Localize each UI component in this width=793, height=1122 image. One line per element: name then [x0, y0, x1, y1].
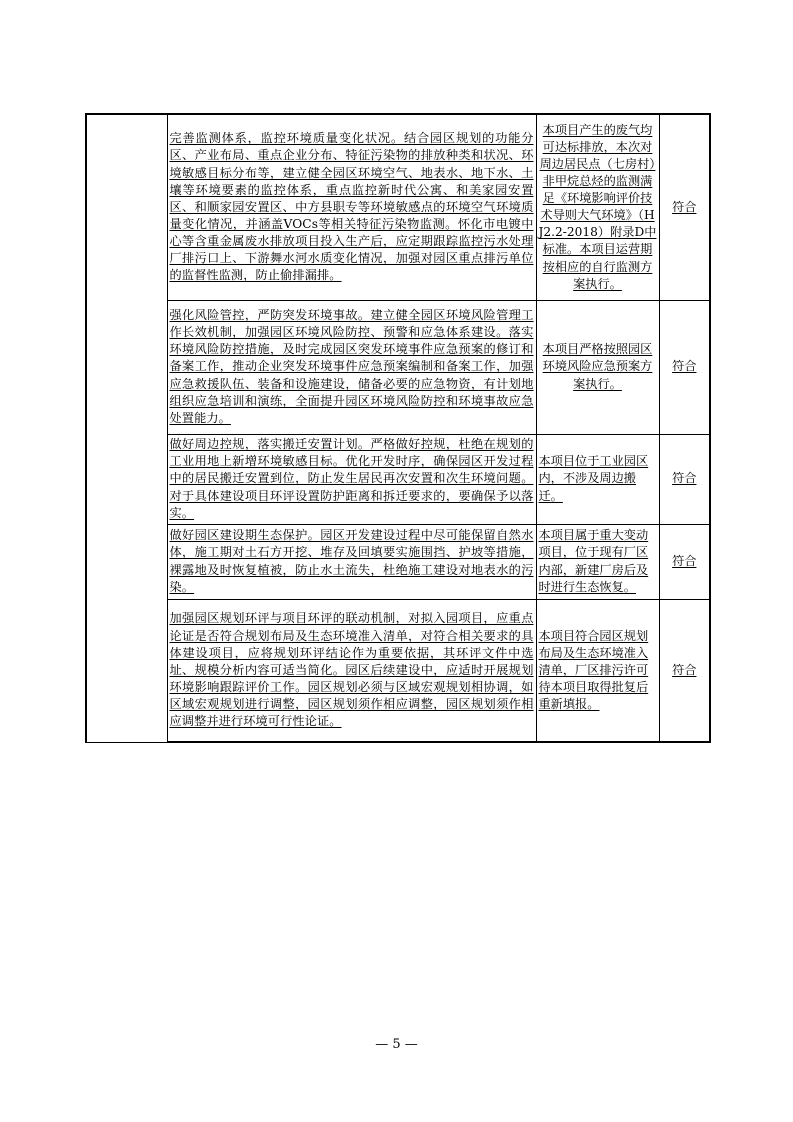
requirement-cell: 加强园区规划环评与项目环评的联动机制，对拟入园项目，应重点论证是否符合规划布局及生态环境准入清单，对符合相关要求的具体建设项目，应将规划环评结论作为重要依据，其环评文件中选址、规模分析内容可适当简化。园区后续建设中，应适时开展规划环境影响跟踪评价工作。园区规划必须与区域宏观规划相协调，如区域宏观规划进行调整，园区规划须作相应调整，园区规划须作相应调整并进行环境可行性论证。	[167, 599, 536, 742]
table-row	[86, 434, 710, 524]
planning-compliance-table	[85, 113, 711, 743]
requirement-cell: 强化风险管控，严防突发环境事故。建立健全园区环境风险管理工作长效机制，加强园区环境风险防控、预警和应急体系建设。落实环境风险防控措施，及时完成园区突发环境事件应急预案的修订和备案工作，推动企业突发环境事件应急预案编制和备案工作，加强应急救援队伍、装备和设施建设，储备必要的应急物资，有计划地组织应急培训和演练，全面提升园区环境风险防控和环境事故应急处置能力。	[167, 300, 536, 434]
compliance-result-cell: 符合	[659, 434, 710, 524]
project-status-cell: 本项目属于重大变动项目，位于现有厂区内部，新建厂房后及时进行生态恢复。	[536, 524, 659, 599]
page-number: — 5 —	[375, 1037, 418, 1052]
table-row	[86, 524, 710, 599]
table-row	[86, 599, 710, 742]
requirement-cell: 完善监测体系，监控环境质量变化状况。结合园区规划的功能分区、产业布局、重点企业分布、特征污染物的排放种类和状况、环境敏感目标分布等，建立健全园区环境空气、地表水、地下水、土壤等环境要素的监控体系，重点监控新时代公寓、和美家园安置区、和顺家园安置区、中方县职专等环境敏感点的环境空气环境质量变化情况，并涵盖VOCs等相关特征污染物监测。怀化市电镀中心等含重金属废水排放项目投入生产后，应定期跟踪监控污水处理厂排污口上、下游舞水河水质变化情况，加强对园区重点排污单位的监督性监测，防止偷排漏排。	[167, 114, 536, 300]
compliance-result-cell: 符合	[659, 300, 710, 434]
requirement-cell: 做好周边控规，落实搬迁安置计划。严格做好控规，杜绝在规划的工业用地上新增环境敏感目标。优化开发时序，确保园区开发过程中的居民搬迁安置到位，防止发生居民再次安置和次生环境问题。对于具体建设项目环评设置防护距离和拆迁要求的，要确保予以落实。	[167, 434, 536, 524]
category-cell	[86, 114, 167, 742]
compliance-result-cell: 符合	[659, 599, 710, 742]
compliance-result-cell: 符合	[659, 114, 710, 300]
project-status-cell: 本项目符合园区规划布局及生态环境准入清单，厂区排污许可待本项目取得批复后重新填报。	[536, 599, 659, 742]
compliance-result-cell: 符合	[659, 524, 710, 599]
table-row	[86, 300, 710, 434]
project-status-cell: 本项目严格按照园区环境风险应急预案方案执行。	[536, 300, 659, 434]
project-status-cell: 本项目位于工业园区内，不涉及周边搬迁。	[536, 434, 659, 524]
table-row	[86, 114, 710, 300]
requirement-cell: 做好园区建设期生态保护。园区开发建设过程中尽可能保留自然水体，施工期对土石方开挖、堆存及回填要实施围挡、护坡等措施，裸露地及时恢复植被，防止水土流失，杜绝施工建设对地表水的污染。	[167, 524, 536, 599]
project-status-cell: 本项目产生的废气均可达标排放，本次对周边居民点（七房村）非甲烷总烃的监测满足《环境影响评价技术导则大气环境》（HJ2.2-2018）附录D中标准。本项目运营期按相应的自行监测方案执行。	[536, 114, 659, 300]
